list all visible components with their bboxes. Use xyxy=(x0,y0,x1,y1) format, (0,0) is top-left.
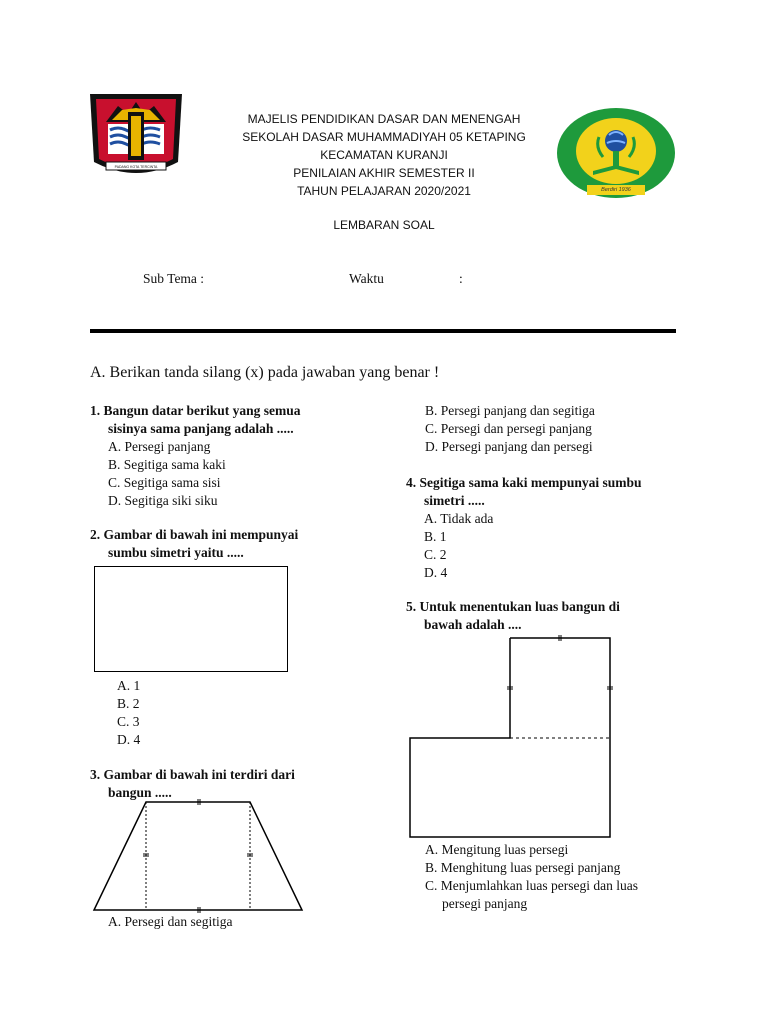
question-2 xyxy=(90,526,380,562)
question-3-trapezoid-figure xyxy=(90,796,306,914)
question-2-option-d[interactable]: D. 4 xyxy=(117,732,141,747)
question-1 xyxy=(90,402,380,510)
question-4-option-d[interactable]: D. 4 xyxy=(424,565,448,580)
question-4 xyxy=(406,474,706,582)
sheet-title: LEMBARAN SOAL xyxy=(333,218,435,232)
waktu-colon: : xyxy=(459,271,463,286)
header-line-4: PENILAIAN AKHIR SEMESTER II xyxy=(293,166,475,180)
header-divider xyxy=(90,329,676,333)
school-logo-graphic xyxy=(555,100,700,199)
question-1-option-d[interactable]: D. Segitiga siki siku xyxy=(108,493,218,508)
header-line-5: TAHUN PELAJARAN 2020/2021 xyxy=(297,184,471,198)
header-line-1: MAJELIS PENDIDIKAN DASAR DAN MENENGAH xyxy=(247,112,521,126)
question-2-text-line2: sumbu simetri yaitu ..... xyxy=(108,545,244,560)
question-1-option-c[interactable]: C. Segitiga sama sisi xyxy=(108,475,221,490)
header-line-2: SEKOLAH DASAR MUHAMMADIYAH 05 KETAPING xyxy=(242,130,526,144)
question-3-text-line2: bangun ..... xyxy=(108,785,172,800)
question-3-text-line1: 3. Gambar di bawah ini terdiri dari xyxy=(90,767,295,782)
question-2-option-c[interactable]: C. 3 xyxy=(117,714,140,729)
question-5-option-c-continued: persegi panjang xyxy=(442,896,528,911)
school-logo-year: Berdiri 1936 xyxy=(601,187,631,193)
sub-tema-label: Sub Tema : xyxy=(143,271,205,286)
question-2-option-b[interactable]: B. 2 xyxy=(117,696,140,711)
question-5-option-a[interactable]: A. Mengitung luas persegi xyxy=(425,842,569,857)
question-1-option-a[interactable]: A. Persegi panjang xyxy=(108,439,211,454)
question-4-option-b[interactable]: B. 1 xyxy=(424,529,447,544)
question-5-options xyxy=(425,841,715,913)
school-logo xyxy=(555,100,700,199)
header-line-3: KECAMATAN KURANJI xyxy=(320,148,448,162)
question-5-composite-figure xyxy=(406,634,616,842)
question-1-text-line1: 1. Bangun datar berikut yang semua xyxy=(90,403,301,418)
question-4-option-a[interactable]: A. Tidak ada xyxy=(424,511,494,526)
city-emblem-motto: PADANG KOTA TERCINTA xyxy=(114,165,158,169)
city-emblem-logo xyxy=(88,92,184,184)
section-title: A. Berikan tanda silang (x) pada jawaban yang benar ! xyxy=(90,364,440,381)
question-5-option-c[interactable]: C. Menjumlahkan luas persegi dan luas xyxy=(425,878,638,893)
question-3-option-c[interactable]: C. Persegi dan persegi panjang xyxy=(425,421,592,436)
question-2-option-a[interactable]: A. 1 xyxy=(117,678,141,693)
question-2-options xyxy=(117,677,237,749)
city-emblem-graphic xyxy=(88,92,184,184)
question-4-text-line1: 4. Segitiga sama kaki mempunyai sumbu xyxy=(406,475,642,490)
school-logo-ring-text: SD MUHAMMADIYAH 05 KETAPING xyxy=(555,100,700,109)
question-3-option-b[interactable]: B. Persegi panjang dan segitiga xyxy=(425,403,595,418)
question-5-text-line1: 5. Untuk menentukan luas bangun di xyxy=(406,599,620,614)
question-2-rectangle-figure xyxy=(94,566,288,672)
question-4-option-c[interactable]: C. 2 xyxy=(424,547,447,562)
question-5 xyxy=(406,598,706,634)
question-3-options-continued xyxy=(425,402,705,456)
waktu-label: Waktu xyxy=(349,271,384,286)
question-5-option-b[interactable]: B. Menghitung luas persegi panjang xyxy=(425,860,621,875)
question-2-text-line1: 2. Gambar di bawah ini mempunyai xyxy=(90,527,299,542)
question-1-text-line2: sisinya sama panjang adalah ..... xyxy=(108,421,294,436)
question-1-option-b[interactable]: B. Segitiga sama kaki xyxy=(108,457,226,472)
school-header xyxy=(200,110,568,200)
question-4-text-line2: simetri ..... xyxy=(424,493,485,508)
question-3-option-a[interactable]: A. Persegi dan segitiga xyxy=(108,914,233,929)
question-3-option-d[interactable]: D. Persegi panjang dan persegi xyxy=(425,439,593,454)
question-5-text-line2: bawah adalah .... xyxy=(424,617,522,632)
